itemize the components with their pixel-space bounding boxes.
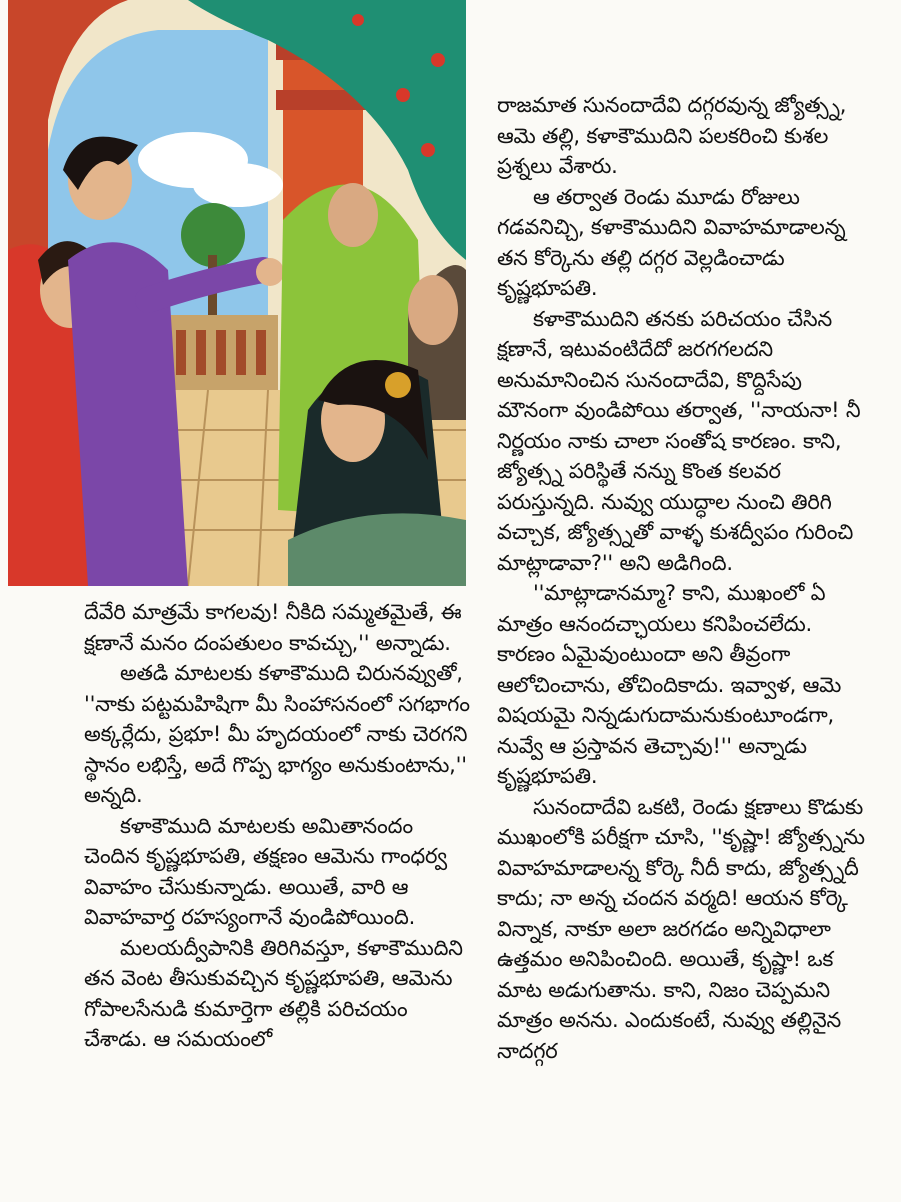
paragraph: మలయద్వీపానికి తిరిగివస్తూ, కళాకౌముదిని తన వెంట తీసుకువచ్చిన కృష్ణభూపతి, ఆమెను గోపాలసేనుడి కుమార్తెగా తల్లికి పరిచయం చేశాడు. ఆ సమయంలో: [84, 935, 463, 1051]
page-footer-edge: [0, 1188, 901, 1202]
right-text-column: [497, 90, 865, 1066]
story-illustration: [8, 0, 466, 586]
paragraph: రాజమాత సునందాదేవి దగ్గరవున్న జ్యోత్స్న, ఆమె తల్లి, కళాకౌముదిని పలకరించి కుశల ప్రశ్నలు వేశారు.: [497, 93, 847, 178]
left-text-column: [84, 597, 470, 1055]
paragraph: అతడి మాటలకు కళాకౌముది చిరునవ్వుతో, ''నాకు పట్టమహిషిగా మీ సింహాసనంలో సగభాగం అక్కర్లేదు, ప్రభూ! మీ హృదయంలో నాకు చెరగని స్థానం లభిస్తే, అదే గొప్ప భాగ్యం అనుకుంటాను,'' అన్నది.: [84, 661, 470, 807]
paragraph: సునందాదేవి ఒకటి, రెండు క్షణాలు కొడుకు ముఖంలోకి పరీక్షగా చూసి, ''కృష్ణా! జ్యోత్స్నను వివాహమాడాలన్న కోర్కె నీదీ కాదు, జ్యోత్స్నదీ కాదు; నా అన్న చందన వర్మది! ఆయన కోర్కె విన్నాక, నాకూ అలా జరగడం అన్నివిధాలా ఉత్తమం అనిపించింది. అయితే, కృష్ణా! ఒక మాట అడుగుతాను. కాని, నిజం చెప్పమని మాత్రం అనను. ఎందుకంటే, నువ్వు తల్లినైన నాదగ్గర: [497, 794, 865, 1063]
paragraph: ''మాట్లాడానమ్మా? కాని, ముఖంలో ఏ మాత్రం ఆనందచ్ఛాయలు కనిపించలేదు. కారణం ఏమైవుంటుందా అని తీవ్రంగా ఆలోచించాను, తోచిందికాదు. ఇవ్వాళ, ఆమె విషయమై నిన్నడుగుదామనుకుంటూండగా, నువ్వే ఆ ప్రస్తావన తెచ్చావు!'' అన్నాడు కృష్ణభూపతి.: [497, 581, 842, 788]
paragraph: కళాకౌముదిని తనకు పరిచయం చేసిన క్షణానే, ఇటువంటిదేదో జరగగలదని అనుమానించిన సునందాదేవి, కొద్దిసేపు మౌనంగా వుండిపోయి తర్వాత, ''నాయనా! నీ నిర్ణయం నాకు చాలా సంతోష కారణం. కాని, జ్యోత్స్న పరిస్థితే నన్ను కొంత కలవర పరుస్తున్నది. నువ్వు యుద్ధాల నుంచి తిరిగి వచ్చాక, జ్యోత్స్నతో వాళ్ళ కుశద్వీపం గురించి మాట్లాడావా?'' అని అడిగింది.: [497, 306, 861, 575]
paragraph: దేవేరి మాత్రమే కాగలవు! నీకిది సమ్మతమైతే, ఈ క్షణానే మనం దంపతులం కావచ్చు,'' అన్నాడు.: [84, 600, 462, 655]
paragraph: ఆ తర్వాత రెండు మూడు రోజులు గడవనిచ్చి, కళాకౌముదిని వివాహమాడాలన్న తన కోర్కెను తల్లి దగ్గర వెల్లడించాడు కృష్ణభూపతి.: [497, 184, 846, 300]
paragraph: కళాకౌముది మాటలకు అమితానందం చెందిన కృష్ణభూపతి, తక్షణం ఆమెను గాంధర్వ వివాహం చేసుకున్నాడు. అయితే, వారి ఆ వివాహవార్త రహస్యంగానే వుండిపోయింది.: [84, 813, 447, 929]
